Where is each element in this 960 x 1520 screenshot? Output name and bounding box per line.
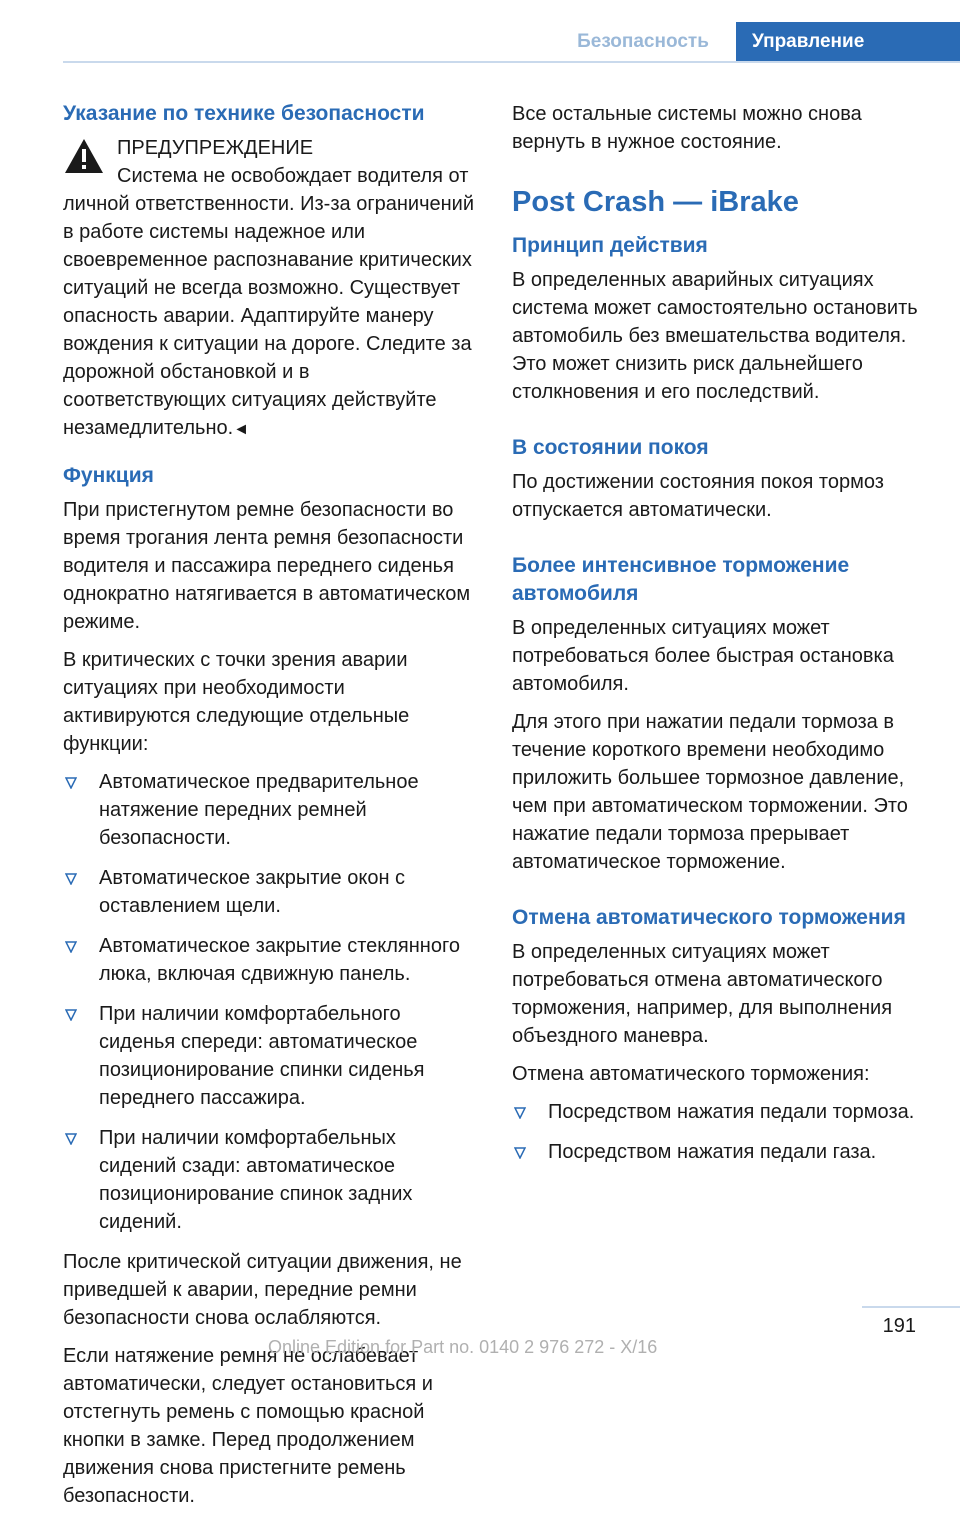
- triangle-bullet-icon: [65, 1009, 77, 1021]
- edition-line: Online Edition for Part no. 0140 2 976 272 - X/16: [268, 1337, 658, 1357]
- footer-rule: [862, 1306, 960, 1308]
- warning-title: ПРЕДУПРЕЖДЕНИЕ: [117, 137, 314, 159]
- safety-heading: Указание по технике безопасности: [63, 102, 425, 125]
- after-critical-paragraph: После критической ситуации движения, не приведшей к аварии, передние ремни безопасности снова ослабляются.: [63, 1251, 462, 1329]
- left-column: [63, 100, 475, 1520]
- triangle-bullet-icon: [514, 1107, 526, 1119]
- function-list: [63, 768, 475, 1236]
- cancel-paragraph-1: В определенных ситуациях может потребоваться отмена автоматического торможения, например, для выполнения объездного маневра.: [512, 941, 893, 1047]
- triangle-bullet-icon: [65, 873, 77, 885]
- header-rule: [63, 61, 960, 63]
- cancel-paragraph-2: Отмена автоматического торможения:: [512, 1063, 870, 1085]
- list-item-text: При наличии комфортабельных сидений сзади: автоматическое позиционирование спинок задних сидений.: [99, 1127, 413, 1233]
- section-title: Post Crash — iBrake: [512, 186, 799, 218]
- triangle-bullet-icon: [65, 941, 77, 953]
- right-column: [512, 100, 926, 1178]
- cancel-heading: Отмена автоматического торможения: [512, 906, 906, 929]
- list-item: [63, 864, 475, 920]
- list-item: [63, 1000, 475, 1112]
- intro-paragraph: Все остальные системы можно снова вернуть в нужное состояние.: [512, 103, 862, 153]
- warning-triangle-icon: [63, 136, 105, 176]
- standstill-heading: В состоянии покоя: [512, 436, 709, 459]
- list-item-text: Посредством нажатия педали газа.: [548, 1141, 877, 1163]
- tension-paragraph: Если натяжение ремня не ослабевает автоматически, следует остановиться и отстегнуть ремень с помощью красной кнопки в замке. Перед продолжением движения снова пристегните ремень безопасности.: [63, 1345, 433, 1507]
- cancel-list: [512, 1098, 926, 1166]
- end-marker: ◄: [233, 421, 250, 438]
- list-item: [512, 1098, 926, 1126]
- function-heading: Функция: [63, 464, 154, 487]
- list-item: [512, 1138, 926, 1166]
- intense-paragraph-2: Для этого при нажатии педали тормоза в течение короткого времени необходимо приложить большее тормозное давление, чем при автоматическом торможении. Это нажатие педали тормоза прерывает автоматическое торможение.: [512, 711, 908, 873]
- list-item-text: Автоматическое закрытие стеклянного люка, включая сдвижную панель.: [99, 935, 460, 985]
- standstill-paragraph: По достижении состояния покоя тормоз отпускается автоматически.: [512, 471, 884, 521]
- header-tab-safety: Безопасность: [577, 31, 709, 52]
- principle-paragraph: В определенных аварийных ситуациях система может самостоятельно остановить автомобиль без вмешательства водителя. Это может снизить риск дальнейшего столкновения и его последствий.: [512, 269, 918, 403]
- list-item-text: Автоматическое закрытие окон с оставлением щели.: [99, 867, 406, 917]
- intense-braking-heading: Более интенсивное торможение автомобиля: [512, 554, 850, 605]
- list-item: [63, 768, 475, 852]
- page-number: 191: [882, 1315, 916, 1337]
- warning-body: Система не освобождает водителя от личной ответственности. Из-за ограничений в работе системы надежное или своевременное распознавание критических ситуаций не всегда возможно. Существует опасность аварии. Адаптируйте манеру вождения к ситуации на дороге. Следите за дорожной обстановкой и в соответствующих ситуациях действуйте незамедлительно.: [63, 165, 475, 439]
- intense-paragraph-1: В определенных ситуациях может потребоваться более быстрая остановка автомобиля.: [512, 617, 894, 695]
- list-item-text: Автоматическое предварительное натяжение передних ремней безопасности.: [99, 771, 419, 849]
- triangle-bullet-icon: [65, 777, 77, 789]
- list-item-text: При наличии комфортабельного сиденья спереди: автоматическое позиционирование спинки сиденья переднего пассажира.: [99, 1003, 425, 1109]
- list-item: [63, 932, 475, 988]
- warning-text: [63, 162, 475, 444]
- list-item-text: Посредством нажатия педали тормоза.: [548, 1101, 915, 1123]
- triangle-bullet-icon: [514, 1147, 526, 1159]
- function-paragraph-1: При пристегнутом ремне безопасности во время трогания лента ремня безопасности водителя и пассажира переднего сиденья однократно натягивается в автоматическом режиме.: [63, 499, 471, 633]
- warning-block: [63, 134, 475, 444]
- list-item: [63, 1124, 475, 1236]
- header-tab-controls: Управление: [736, 22, 960, 62]
- principle-heading: Принцип действия: [512, 234, 708, 257]
- function-paragraph-2: В критических с точки зрения аварии ситуациях при необходимости активируются следующие отдельные функции:: [63, 649, 410, 755]
- triangle-bullet-icon: [65, 1133, 77, 1145]
